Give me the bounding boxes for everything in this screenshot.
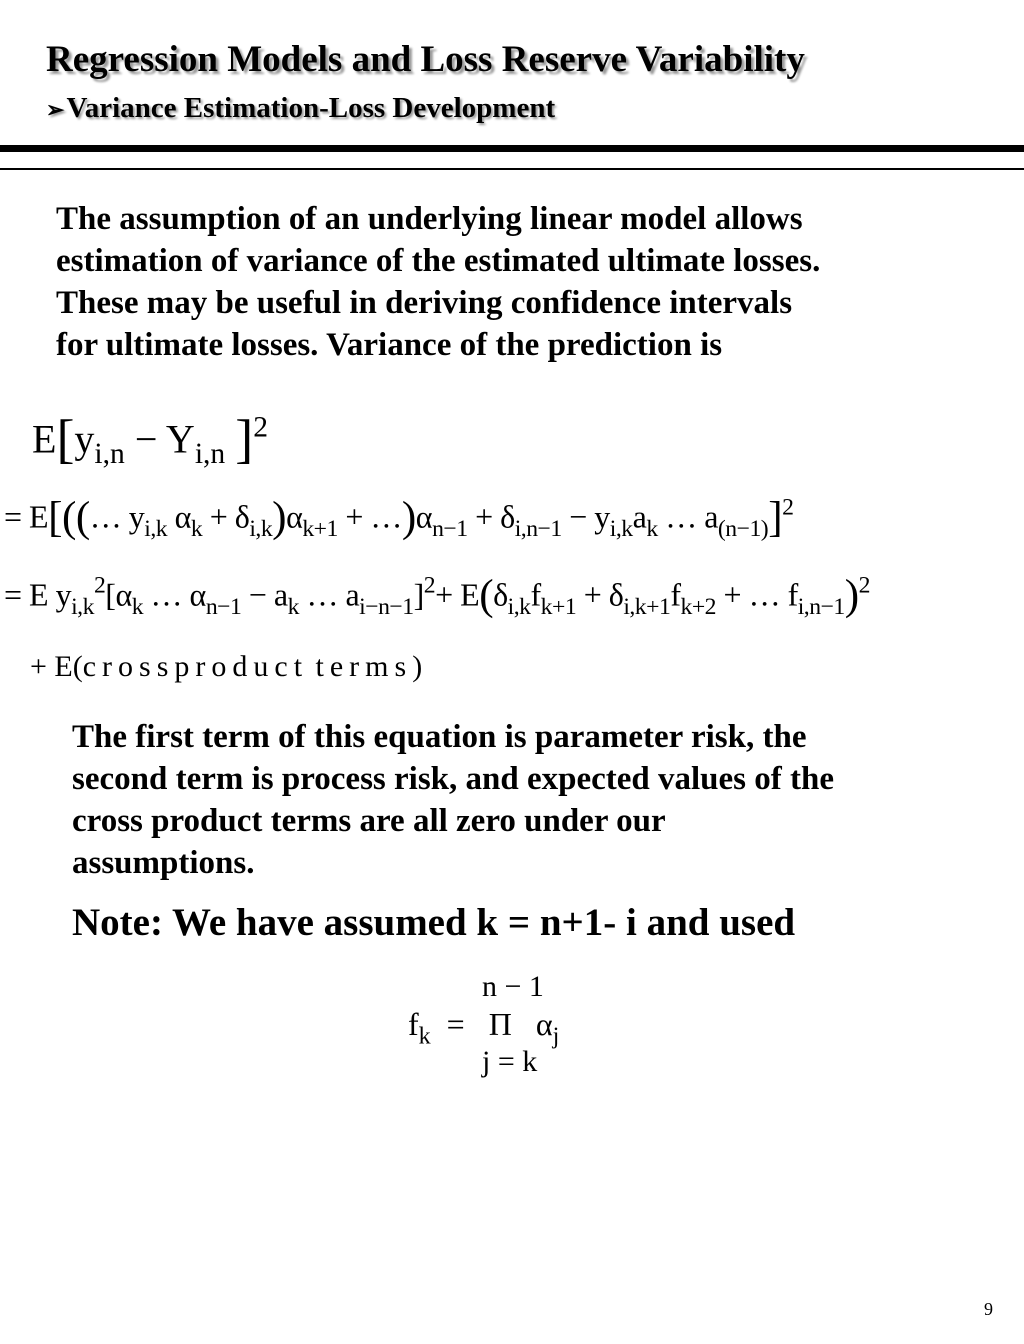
slide-subtitle <box>46 92 555 125</box>
paragraph-line: The assumption of an underlying linear model allows <box>56 201 803 237</box>
note-text: Note: We have assumed k = n+1- i and used <box>72 901 796 944</box>
paragraph-line: for ultimate losses. Variance of the prediction is <box>56 327 723 363</box>
header-divider-thin <box>0 168 1024 170</box>
equation-cross-terms: + E(crossproduct terms) <box>30 650 423 683</box>
equation-variance: $E[y_{i,n} - Y_{i,n}$ ]$^2$ <box>32 409 269 471</box>
arrow-bullet-icon: ➢ <box>46 97 65 122</box>
paragraph-line: estimation of variance of the estimated ultimate losses. <box>56 243 821 279</box>
header-divider-thick <box>0 145 1024 152</box>
slide-title: Regression Models and Loss Reserve Variability <box>46 39 805 80</box>
subtitle-text: Variance Estimation-Loss Development <box>66 92 556 124</box>
paragraph-line: second term is process risk, and expected values of the <box>72 761 834 797</box>
product-upper-limit: n − 1 <box>482 970 544 1003</box>
product-formula: $f_k = \Pi$ $\alpha_j$ <box>408 1006 560 1050</box>
paragraph-line: cross product terms are all zero under our <box>72 803 666 839</box>
page-number: 9 <box>984 1299 993 1319</box>
equation-risk-terms: = E $y_{i,k}^2[\alpha_k$ … $\alpha_{n-1} - a_k$ … $a_{i-n-1}]^2+ E(\delta_{i,k}f_{k+1} + \delta_{i,k+1}f_{k+2}$ + … $f_{i,n-1})^2$ <box>4 572 870 620</box>
intro-paragraph <box>56 198 820 366</box>
paragraph-line: These may be useful in deriving confidence intervals <box>56 285 793 321</box>
product-symbol: Π <box>488 1006 512 1042</box>
paragraph-line: The first term of this equation is parameter risk, the <box>72 719 807 755</box>
equation-expansion: = E[((… $y_{i,k}$ $\alpha_k + \delta_{i,k})\alpha_{k+1}$ + $\dots)\alpha_{n-1} + \delta_{i,n-1} - y_{i,k}a_k$ … $a_{(n-1)}]^2$ <box>4 494 794 542</box>
explanation-paragraph <box>72 716 834 884</box>
paragraph-line: assumptions. <box>72 845 255 881</box>
product-lower-limit: j = k <box>482 1045 538 1078</box>
